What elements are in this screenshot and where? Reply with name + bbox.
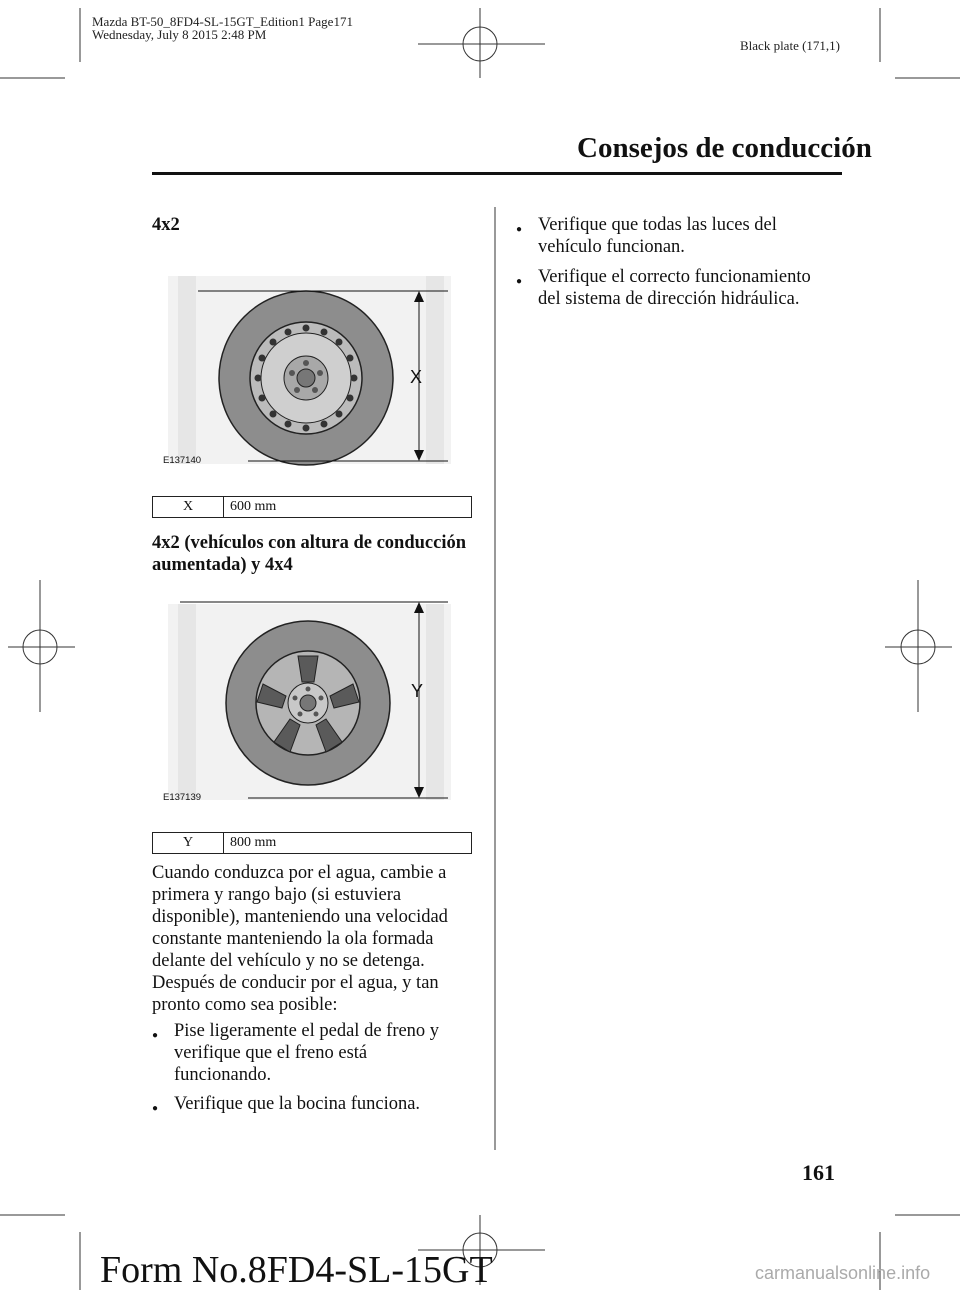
section-title: Consejos de conducción — [577, 132, 872, 164]
list-line: verifique que el freno está — [174, 1043, 368, 1063]
list-line: Verifique que la bocina funciona. — [174, 1094, 421, 1114]
bullet-icon: ● — [516, 224, 523, 235]
spec-key: X — [153, 497, 224, 518]
page-number: 161 — [802, 1160, 835, 1185]
form-number: Form No.8FD4-SL-15GT — [100, 1249, 493, 1291]
heading-4x4-line1: 4x2 (vehículos con altura de conducción — [152, 533, 466, 553]
paragraph-line: delante del vehículo y no se detenga. — [152, 951, 425, 971]
list-item-text — [174, 1093, 474, 1115]
figure1-code: E137140 — [163, 455, 202, 466]
water-driving-paragraph — [152, 862, 487, 1016]
spec-key: Y — [153, 833, 224, 854]
list-line: del sistema de dirección hidráulica. — [538, 289, 800, 309]
dim-label-y: Y — [411, 681, 424, 701]
figure-4x4-tire — [168, 594, 453, 804]
heading-4x2: 4x2 — [152, 215, 180, 235]
alloy-wheel-tire-icon — [226, 621, 390, 785]
print-header-line1: Mazda BT-50_8FD4-SL-15GT_Edition1 Page171 — [92, 14, 353, 29]
list-item-text — [538, 266, 838, 310]
bullet-icon: ● — [152, 1103, 159, 1114]
watermark: carmanualsonline.info — [755, 1263, 931, 1283]
bullet-icon: ● — [516, 276, 523, 287]
figure-4x2-tire — [168, 270, 453, 470]
bullet-icon: ● — [152, 1030, 159, 1041]
paragraph-line: pronto como sea posible: — [152, 995, 338, 1015]
print-header-plate: Black plate (171,1) — [740, 38, 840, 53]
list-line: Pise ligeramente el pedal de freno y — [174, 1021, 440, 1041]
list-line: funcionando. — [174, 1065, 272, 1085]
table-row — [153, 497, 472, 518]
title-rule — [152, 172, 842, 175]
spec-value: 600 mm — [224, 497, 472, 518]
figure2-code: E137139 — [163, 792, 202, 803]
heading-4x4-line2: aumentada) y 4x4 — [152, 555, 293, 575]
spec-value: 800 mm — [224, 833, 472, 854]
list-item-text — [538, 214, 838, 258]
table-row — [153, 833, 472, 854]
paragraph-line: Después de conducir por el agua, y tan — [152, 973, 439, 993]
list-line: vehículo funcionan. — [538, 237, 685, 257]
list-line: Verifique que todas las luces del — [538, 215, 777, 235]
steel-wheel-tire-icon — [219, 291, 393, 465]
print-header-line2: Wednesday, July 8 2015 2:48 PM — [92, 27, 267, 42]
list-item-text — [174, 1020, 474, 1086]
spec-table-y — [152, 832, 472, 854]
paragraph-line: constante manteniendo la ola formada — [152, 929, 434, 949]
dim-label-x: X — [410, 367, 423, 387]
paragraph-line: primera y rango bajo (si estuviera — [152, 885, 402, 905]
paragraph-line: disponible), manteniendo una velocidad — [152, 907, 448, 927]
paragraph-line: Cuando conduzca por el agua, cambie a — [152, 863, 447, 883]
list-line: Verifique el correcto funcionamiento — [538, 267, 811, 287]
spec-table-x — [152, 496, 472, 518]
